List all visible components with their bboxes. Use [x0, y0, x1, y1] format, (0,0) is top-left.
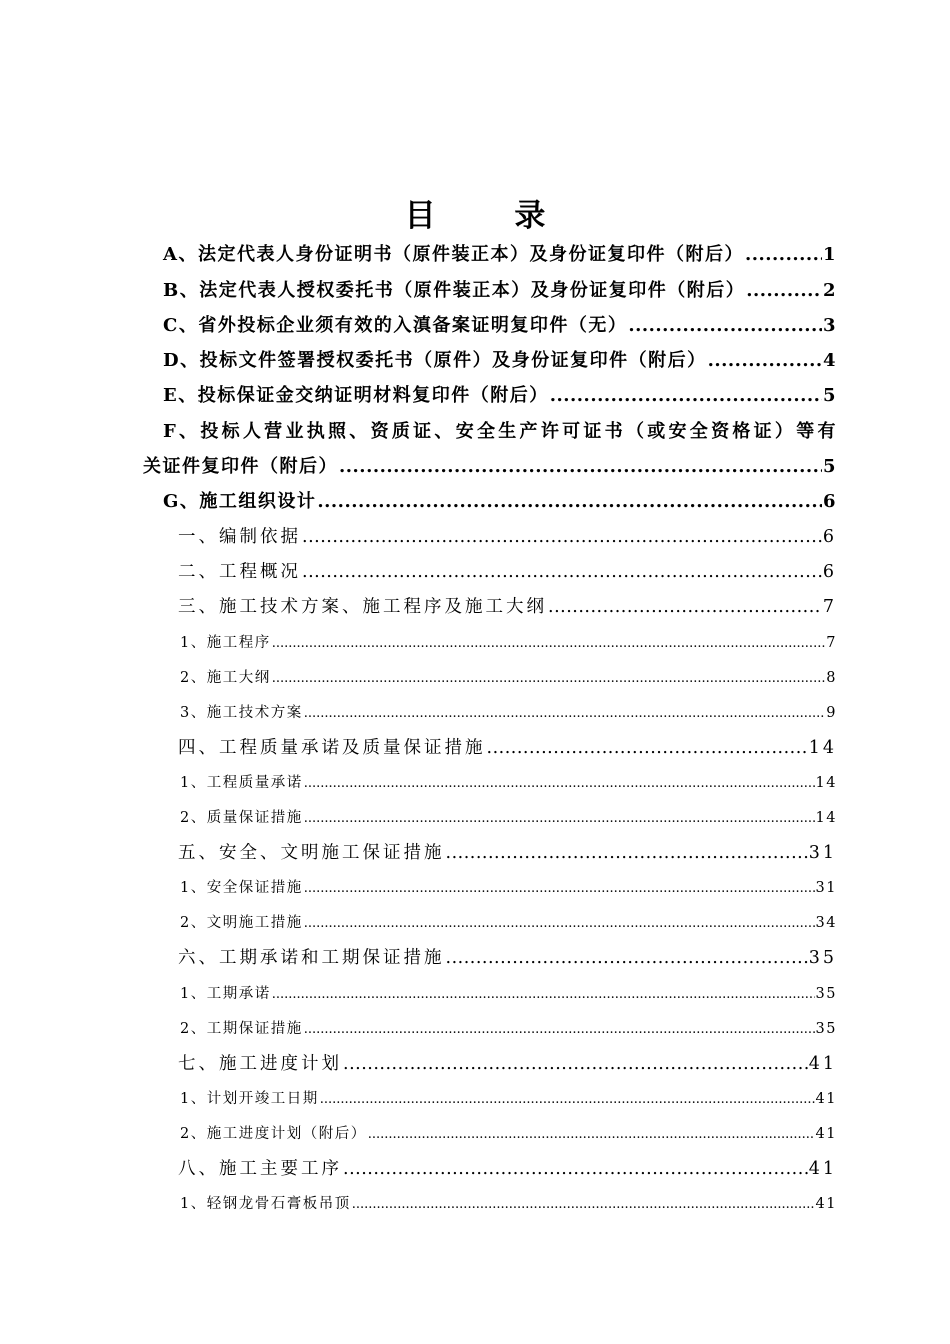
toc-entry-7-2[interactable]: [180, 1122, 837, 1143]
toc-entry-3-2[interactable]: [180, 666, 837, 687]
toc-entry-1[interactable]: [178, 523, 837, 548]
leader-dots: [745, 244, 822, 265]
toc-entry-label: 四、工程质量承诺及质量保证措施: [178, 738, 486, 758]
toc-entry-3-1[interactable]: [180, 631, 837, 652]
toc-page-number: 41: [815, 1126, 837, 1142]
toc-entry-label: 1、安全保证措施: [180, 880, 303, 896]
toc-page-number: 6: [822, 562, 837, 582]
toc-entry-5-1[interactable]: [180, 876, 837, 897]
toc-entry-a[interactable]: [163, 240, 837, 266]
toc-entry-6-2[interactable]: [180, 1017, 837, 1038]
toc-entry-label: 七、施工进度计划: [178, 1054, 342, 1074]
toc-entry-b[interactable]: [163, 276, 837, 302]
leader-dots: [352, 1197, 815, 1212]
toc-entry-label: 2、文明施工措施: [180, 915, 303, 931]
toc-entry-label: 1、轻钢龙骨石膏板吊顶: [180, 1196, 351, 1212]
toc-page-number: 14: [815, 810, 837, 826]
toc-entry-label: C、省外投标企业须有效的入滇备案证明复印件（无）: [163, 315, 628, 336]
toc-page-number: 34: [815, 915, 837, 931]
leader-dots: [628, 315, 822, 336]
leader-dots: [272, 671, 826, 686]
toc-title: 目 录: [404, 198, 580, 234]
toc-page-number: 5: [822, 456, 837, 477]
toc-page-number: 41: [815, 1196, 837, 1212]
toc-entry-label: E、投标保证金交纳证明材料复印件（附后）: [163, 385, 549, 406]
toc-page-number: 35: [815, 1021, 837, 1037]
leader-dots: [446, 843, 808, 863]
toc-page-number: 7: [822, 597, 837, 617]
leader-dots: [317, 491, 822, 512]
toc-entry-label: 三、施工技术方案、施工程序及施工大纲: [178, 597, 547, 617]
toc-page-number: 35: [815, 986, 837, 1002]
leader-dots: [302, 527, 822, 547]
toc-page-number: 6: [822, 527, 837, 547]
toc-page-number: 41: [808, 1159, 837, 1179]
toc-entry-4-2[interactable]: [180, 806, 837, 827]
leader-dots: [304, 811, 815, 826]
leader-dots: [446, 948, 808, 968]
toc-entry-8-1[interactable]: [180, 1192, 837, 1213]
toc-entry-g[interactable]: [163, 487, 837, 513]
toc-entry-label: 1、施工程序: [180, 635, 271, 651]
leader-dots: [548, 597, 822, 617]
toc-entry-label: A、法定代表人身份证明书（原件装正本）及身份证复印件（附后）: [163, 244, 744, 265]
toc-entry-d[interactable]: [163, 346, 837, 372]
leader-dots: [368, 1127, 815, 1142]
toc-page-number: 4: [822, 350, 837, 371]
toc-entry-label: 2、质量保证措施: [180, 810, 303, 826]
toc-page-number: 31: [808, 843, 837, 863]
toc-entry-6[interactable]: [178, 944, 837, 969]
leader-dots: [746, 280, 822, 301]
toc-entry-label: 二、工程概况: [178, 562, 301, 582]
toc-page-number: 7: [826, 635, 837, 651]
toc-entry-label: D、投标文件签署授权委托书（原件）及身份证复印件（附后）: [163, 350, 707, 371]
toc-entry-5[interactable]: [178, 839, 837, 864]
leader-dots: [487, 738, 808, 758]
toc-page-number: 14: [808, 738, 837, 758]
leader-dots: [304, 706, 826, 721]
toc-entry-label: G、施工组织设计: [163, 491, 317, 512]
toc-entry-3[interactable]: [178, 593, 837, 618]
leader-dots: [272, 987, 815, 1002]
toc-entry-label: 3、施工技术方案: [180, 705, 303, 721]
toc-entry-label: 六、工期承诺和工期保证措施: [178, 948, 445, 968]
leader-dots: [320, 1092, 815, 1107]
leader-dots: [304, 881, 815, 896]
toc-entry-f-line1[interactable]: F、投标人营业执照、资质证、安全生产许可证书（或安全资格证）等有: [163, 421, 837, 442]
toc-entry-label: 1、计划开竣工日期: [180, 1091, 319, 1107]
toc-page-number: 5: [822, 385, 837, 406]
toc-entry-label: 关证件复印件（附后）: [143, 456, 338, 477]
toc-page-number: 2: [822, 280, 837, 301]
leader-dots: [343, 1159, 808, 1179]
toc-page-number: 6: [822, 491, 837, 512]
leader-dots: [550, 385, 822, 406]
leader-dots: [339, 456, 822, 477]
toc-entry-c[interactable]: [163, 311, 837, 337]
toc-entry-label: 2、施工进度计划（附后）: [180, 1126, 367, 1142]
leader-dots: [304, 776, 815, 791]
toc-entry-label: 五、安全、文明施工保证措施: [178, 843, 445, 863]
toc-entry-f[interactable]: [143, 452, 837, 478]
toc-entry-4[interactable]: [178, 734, 837, 759]
toc-page-number: 3: [822, 315, 837, 336]
toc-entry-5-2[interactable]: [180, 911, 837, 932]
toc-entry-3-3[interactable]: [180, 701, 837, 722]
toc-entry-label: 1、工程质量承诺: [180, 775, 303, 791]
leader-dots: [708, 350, 822, 371]
leader-dots: [302, 562, 822, 582]
leader-dots: [272, 636, 826, 651]
toc-entry-label: 1、工期承诺: [180, 986, 271, 1002]
leader-dots: [304, 1022, 815, 1037]
toc-entry-4-1[interactable]: [180, 771, 837, 792]
toc-entry-7[interactable]: [178, 1050, 837, 1075]
toc-page-number: 35: [808, 948, 837, 968]
toc-entry-label: 八、施工主要工序: [178, 1159, 342, 1179]
toc-page-number: 9: [826, 705, 837, 721]
toc-entry-label: B、法定代表人授权委托书（原件装正本）及身份证复印件（附后）: [163, 280, 746, 301]
leader-dots: [343, 1054, 808, 1074]
toc-entry-2[interactable]: [178, 558, 837, 583]
toc-entry-label: 一、编制依据: [178, 527, 301, 547]
toc-entry-e[interactable]: [163, 381, 837, 407]
toc-entry-7-1[interactable]: [180, 1087, 837, 1108]
leader-dots: [304, 916, 815, 931]
toc-page-number: 14: [815, 775, 837, 791]
toc-entry-6-1[interactable]: [180, 982, 837, 1003]
toc-page-number: 8: [826, 670, 837, 686]
toc-entry-8[interactable]: [178, 1155, 837, 1180]
toc-page-number: 41: [808, 1054, 837, 1074]
toc-entry-label: 2、工期保证措施: [180, 1021, 303, 1037]
toc-page-number: 1: [822, 244, 837, 265]
toc-entry-label: 2、施工大纲: [180, 670, 271, 686]
toc-page-number: 41: [815, 1091, 837, 1107]
toc-page-number: 31: [815, 880, 837, 896]
